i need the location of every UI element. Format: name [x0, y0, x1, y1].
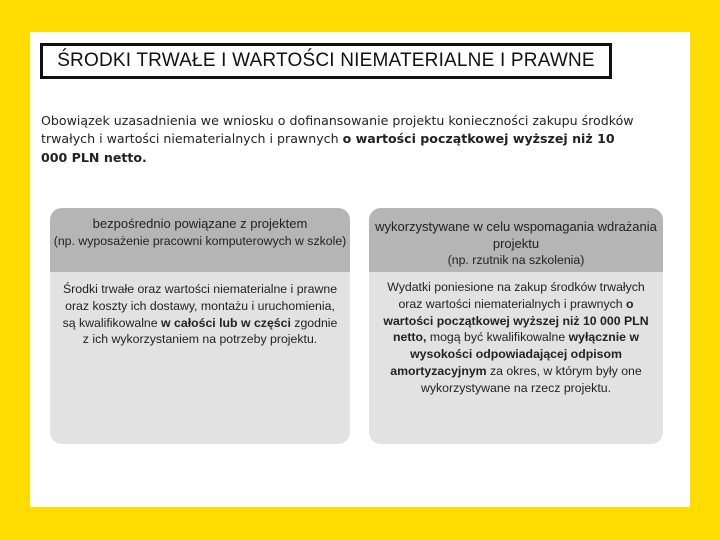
- support-assets-card: [369, 208, 663, 444]
- direct-assets-card-example: (np. wyposażenie pracowni komputerowych w szkole): [53, 233, 347, 248]
- slide: [30, 32, 690, 507]
- intro-paragraph: [41, 112, 641, 167]
- support-assets-card-example: (np. rzutnik na szkolenia): [447, 253, 585, 267]
- body-bold-text: wyłącznie w wysokości odpowiadającej odpisom amortyzacyjnym: [390, 330, 640, 378]
- intro-text: Obowiązek uzasadnienia we wniosku o dofinansowanie projektu konieczności zakupu środków trwałych i wartości niematerialnych i prawnych: [41, 113, 634, 147]
- direct-assets-card-title: bezpośrednio powiązane z projektem: [92, 216, 308, 231]
- body-text: za okres, w którym były one wykorzystywane na rzecz projektu.: [421, 363, 642, 395]
- body-bold-text: w całości lub w części: [161, 315, 291, 330]
- direct-assets-card-body: [50, 272, 350, 348]
- intro-bold-text: o wartości początkowej wyższej niż 10 000 PLN netto.: [41, 131, 615, 165]
- support-assets-card-header: [369, 208, 663, 272]
- body-text: Wydatki poniesione na zakup środków trwałych oraz wartości niematerialnych i prawnych: [387, 280, 645, 311]
- support-assets-card-title: wykorzystywane w celu wspomagania wdrażania projektu: [375, 219, 657, 251]
- body-text: mogą być kwalifikowalne: [426, 330, 569, 345]
- slide-title: ŚRODKI TRWAŁE I WARTOŚCI NIEMATERIALNE I PRAWNE: [40, 43, 612, 79]
- support-assets-card-body: [369, 272, 663, 397]
- direct-assets-card-header: [50, 208, 350, 272]
- direct-assets-card: [50, 208, 350, 444]
- body-bold-text: o wartości początkowej wyższej niż 10 000 PLN netto,: [383, 296, 649, 345]
- body-text: Środki trwałe oraz wartości niematerialne i prawne oraz koszty ich dostawy, montażu i uruchomienia, są kwalifikowalne: [62, 282, 338, 330]
- body-text: zgodnie z ich wykorzystaniem na potrzeby projektu.: [82, 315, 338, 347]
